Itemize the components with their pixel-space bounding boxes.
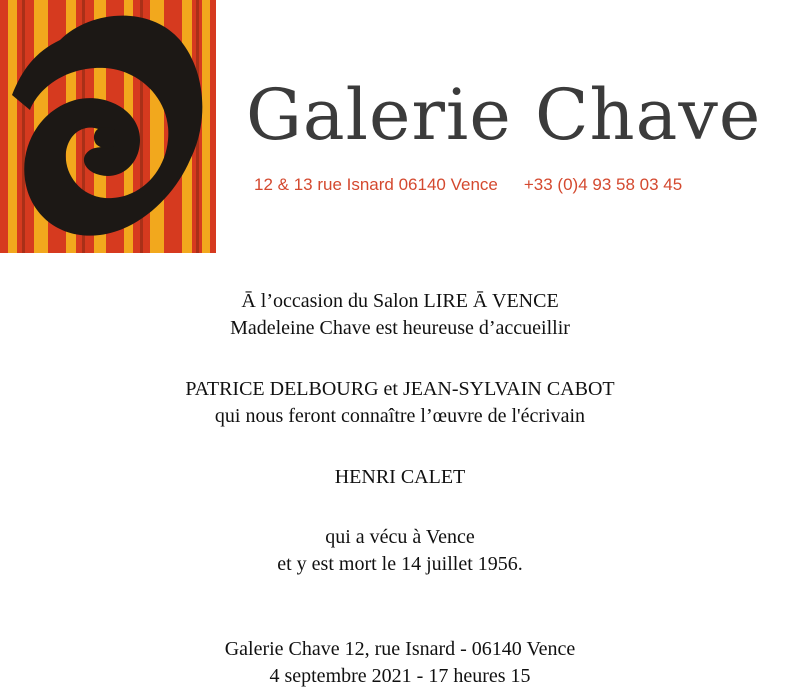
author-name: HENRI CALET xyxy=(334,466,466,488)
guests-names: PATRICE DELBOURG et JEAN-SYLVAIN CABOT xyxy=(185,378,615,400)
event-details-block xyxy=(0,636,800,690)
author-bio-block xyxy=(0,524,800,578)
gallery-address: 12 & 13 rue Isnard 06140 Vence xyxy=(254,175,498,194)
gallery-logo xyxy=(0,0,216,253)
author-bio-line-2: et y est mort le 14 juillet 1956. xyxy=(277,553,523,575)
author-block xyxy=(0,464,800,491)
page-title: Galerie Chave xyxy=(246,74,762,156)
intro-block xyxy=(0,288,800,342)
guests-description: qui nous feront connaître l’œuvre de l'écrivain xyxy=(214,405,586,427)
spiral-logo-icon xyxy=(0,0,216,253)
gallery-phone: +33 (0)4 93 58 03 45 xyxy=(523,175,683,194)
author-bio-line-1: qui a vécu à Vence xyxy=(325,526,475,548)
intro-line-1: Ā l’occasion du Salon LIRE Ā VENCE xyxy=(241,290,559,312)
intro-line-2: Madeleine Chave est heureuse d’accueillir xyxy=(230,317,570,339)
event-location: Galerie Chave 12, rue Isnard - 06140 Vence xyxy=(224,638,576,660)
contact-info xyxy=(254,175,774,195)
event-datetime: 4 septembre 2021 - 17 heures 15 xyxy=(269,665,531,687)
guests-block xyxy=(0,376,800,430)
